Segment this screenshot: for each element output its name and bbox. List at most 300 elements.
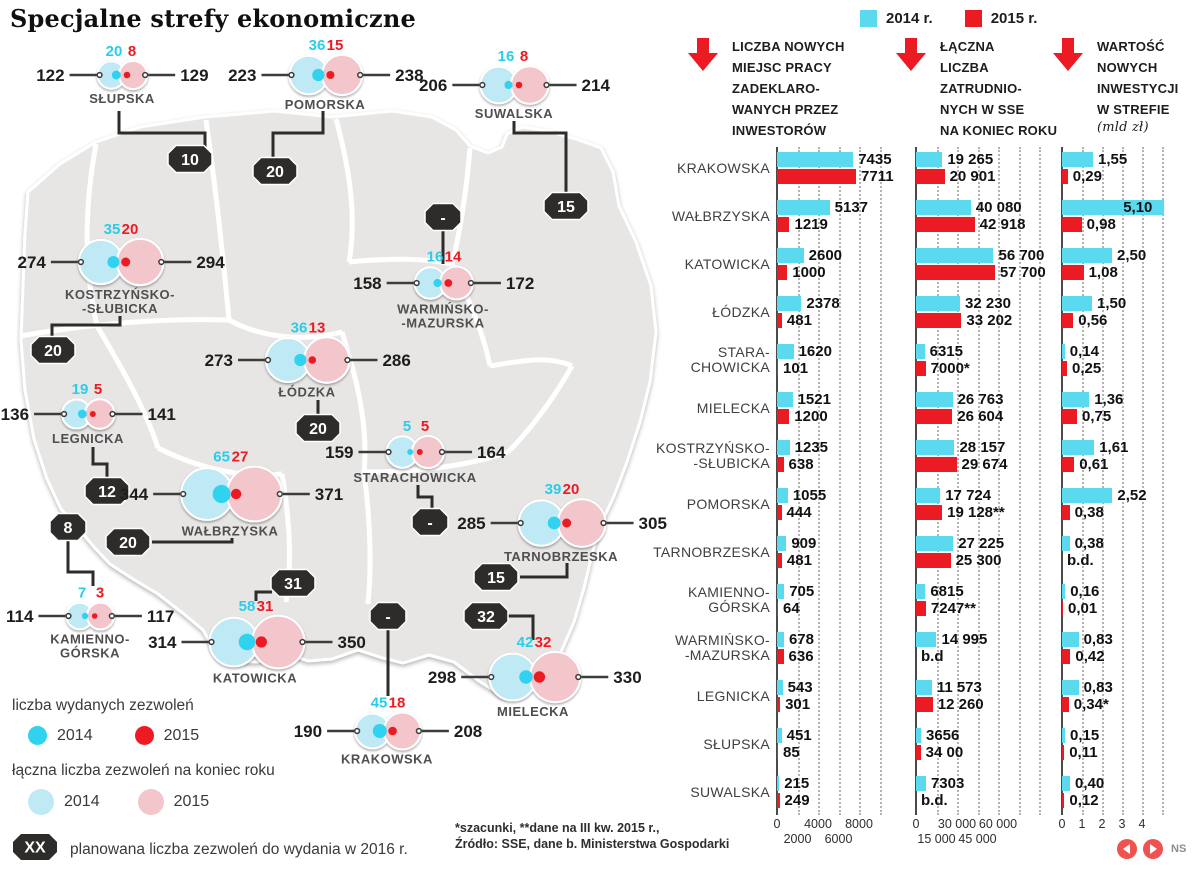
issued-2015-dot (417, 449, 423, 455)
bar-value-label: 64 (783, 600, 800, 617)
bar-2015 (1062, 745, 1064, 760)
bar-value-label: 543 (787, 679, 813, 696)
svg-text:32: 32 (477, 609, 495, 626)
legend-2015-label: 2015 r. (990, 10, 1038, 27)
bar-value-label: 0,11 (1069, 744, 1098, 761)
issued-2015-value: 20 (121, 220, 139, 238)
svg-text:8: 8 (63, 520, 73, 537)
zone-name: KRAKOWSKA (341, 751, 433, 767)
bar-2014 (1062, 488, 1112, 503)
issued-2014-dot (373, 724, 387, 738)
bar-2015 (777, 745, 778, 760)
bar-value-label: 57 700 (999, 264, 1046, 281)
bar-value-label: 444 (786, 504, 812, 521)
bar-2015 (916, 169, 945, 184)
bar-value-label: 2,50 (1117, 247, 1147, 264)
bar-2014 (777, 296, 801, 311)
bar-2014 (777, 632, 784, 647)
bar-2015 (1062, 697, 1069, 712)
chart-row-label: KOSTRZYŃSKO- -SŁUBICKA (655, 440, 770, 471)
svg-text:10: 10 (181, 152, 199, 169)
bar-value-label: 0,61 (1079, 456, 1109, 473)
bar-value-label: 85 (783, 744, 800, 761)
axis-tick-label: 0 (773, 817, 781, 831)
bar-value-label: 28 157 (959, 439, 1006, 456)
chart-row-label: SUWALSKA (690, 784, 770, 800)
issued-2014-dot (433, 279, 441, 287)
bar-2014 (1062, 776, 1070, 791)
bar-2015 (916, 601, 926, 616)
zone-marker (294, 695, 483, 767)
planned-badge (544, 193, 588, 220)
zone-name: WARMIŃSKO- (397, 301, 489, 317)
bar-2014 (777, 344, 794, 359)
zone-name: KAMIENNO- (50, 631, 130, 647)
bar-value-label: 1235 (794, 439, 829, 456)
axis-tick-label: 15 000 (917, 832, 956, 846)
bar-value-label: 12 260 (937, 696, 984, 713)
bar-2015 (777, 505, 782, 520)
chart-row-label: ŁÓDZKA (712, 304, 770, 320)
bar-2014 (916, 680, 932, 695)
bar-2015 (777, 265, 787, 280)
planned-badge (464, 603, 508, 630)
issued-2014-dot (213, 485, 231, 503)
total-2015-value: 350 (337, 633, 366, 652)
bar-value-label: 636 (788, 648, 814, 665)
total-2015-year: 2015 (173, 793, 210, 810)
bar-value-label: 1000 (792, 264, 826, 281)
bar-value-label: 40 080 (975, 199, 1022, 216)
chart-row-label: TARNOBRZESKA (653, 544, 770, 560)
issued-2015-dot (534, 671, 545, 682)
bar-value-label: 1,50 (1097, 295, 1127, 312)
issued-2014-dot (112, 71, 121, 80)
issued-2015-value: 5 (93, 381, 103, 399)
bar-value-label: 1,36 (1094, 391, 1124, 408)
issued-2015-dot (308, 356, 316, 364)
total-2015-value: 117 (146, 607, 175, 626)
bar-2014 (916, 536, 953, 551)
bar-value-label: 1219 (794, 216, 828, 233)
bar-2015 (916, 505, 942, 520)
planned-badge (168, 146, 212, 173)
map-legend-total-row (28, 789, 209, 815)
issued-2014-dot (78, 410, 87, 419)
bar-value-label: 0,01 (1068, 600, 1098, 617)
bar-value-label: 0,98 (1086, 216, 1116, 233)
bar-value-label: 0,38 (1074, 504, 1104, 521)
planned-badge (253, 158, 297, 185)
svg-text:15: 15 (557, 199, 575, 216)
bar-value-label: 0,83 (1083, 679, 1113, 696)
axis-tick-label: 6000 (824, 832, 853, 846)
bar-2014 (916, 632, 936, 647)
issued-2014-value: 35 (103, 220, 121, 238)
total-2014-value: 314 (148, 633, 177, 652)
svg-text:15: 15 (487, 570, 505, 587)
bar-value-label: 2,52 (1117, 487, 1147, 504)
total-2014-value: 285 (457, 514, 486, 533)
bar-2015 (777, 409, 789, 424)
bar-value-label: 14 995 (941, 631, 988, 648)
issued-2015-dot (388, 727, 397, 736)
bar-2015 (777, 361, 778, 376)
bar-2015 (916, 313, 961, 328)
bar-value-label: 6815 (930, 583, 964, 600)
bar-2014 (1062, 536, 1070, 551)
bar-value-label: 1200 (794, 408, 828, 425)
bar-2014 (916, 200, 971, 215)
zone-marker (419, 48, 610, 121)
bar-2014 (1062, 344, 1065, 359)
issued-2015-value: 8 (127, 42, 137, 60)
bar-2015 (916, 745, 921, 760)
bar-value-label: 215 (784, 775, 810, 792)
issued-2015-value: 20 (562, 481, 580, 499)
bar-2014 (916, 152, 942, 167)
issued-2015-value: 8 (519, 48, 529, 66)
bar-value-label: 1,55 (1098, 151, 1128, 168)
bar-2014 (916, 488, 940, 503)
bar-2015 (777, 601, 778, 616)
next-button-icon[interactable] (1142, 838, 1164, 860)
bar-2014 (1062, 632, 1079, 647)
bar-value-label: 29 674 (961, 456, 1008, 473)
zone-name: TARNOBRZESKA (503, 548, 619, 564)
bar-value-label: b.d. (921, 792, 948, 809)
bar-value-label: 25 300 (955, 552, 1002, 569)
total-2015-value: 330 (613, 668, 642, 687)
bar-value-label: 0,38 (1074, 535, 1104, 552)
bar-value-label: 638 (788, 456, 814, 473)
bar-value-label: 705 (789, 583, 815, 600)
bar-value-label: 0,25 (1072, 360, 1102, 377)
axis-tick-label: 45 000 (958, 832, 997, 846)
axis-tick-label: 8000 (845, 817, 873, 831)
bar-value-label: 7711 (861, 168, 894, 185)
total-2015-value: 305 (638, 514, 667, 533)
issued-2015-dot (92, 613, 98, 619)
issued-2014-dot (407, 449, 413, 455)
bar-2014 (777, 440, 790, 455)
issued-2015-dot (256, 636, 267, 647)
planned-badge (370, 603, 406, 630)
bar-2015 (777, 553, 782, 568)
svg-text:-: - (385, 609, 391, 626)
issued-2015-dot (121, 258, 130, 267)
credit-text: NS (1171, 843, 1187, 855)
bar-value-label: 0,34* (1073, 696, 1109, 713)
issued-2014-value: 36 (290, 319, 308, 337)
zone-name: STARACHOWICKA (353, 470, 477, 486)
bar-2015 (777, 313, 782, 328)
bar-2014 (916, 584, 925, 599)
chart-legend (860, 10, 1037, 27)
chart-row-label: KATOWICKA (684, 256, 770, 272)
total-2014-value: 206 (418, 76, 448, 95)
map-legend-issued-label: liczba wydanych zezwoleń (12, 697, 194, 714)
total-2015-value: 208 (453, 722, 483, 741)
issued-2014-value: 42 (516, 633, 534, 651)
planned-badge (296, 415, 340, 442)
chart-header-2: ŁĄCZNA LICZBA ZATRUDNIO- NYCH W SSE NA KONIEC ROKU (896, 36, 1081, 141)
bar-value-label: 2600 (808, 247, 843, 264)
issued-2014-year: 2014 (57, 726, 93, 744)
bar-2015 (1062, 217, 1082, 232)
bar-value-label: 1055 (792, 487, 827, 504)
bar-value-label: 1620 (798, 343, 832, 360)
bar-value-label: 3656 (925, 727, 960, 744)
axis-tick-label: 1 (1078, 817, 1086, 831)
chart-header-1: LICZBA NOWYCH MIEJSC PRACY ZADEKLARO- WANYCH PRZEZ INWESTORÓW (688, 36, 873, 141)
total-2015-value: 172 (505, 274, 535, 293)
bar-value-label: 7435 (858, 151, 892, 168)
total-2014-value: 159 (325, 443, 354, 462)
total-2015-dot (138, 789, 164, 815)
bar-value-label: 909 (791, 535, 817, 552)
issued-2014-value: 65 (213, 448, 230, 466)
footnote-line-1: *szacunki, **dane na III kw. 2015 r., (455, 821, 660, 835)
issued-2014-value: 45 (370, 694, 388, 712)
bar-value-label: 1,61 (1099, 439, 1129, 456)
planned-badge (474, 564, 518, 591)
svg-text:20: 20 (119, 535, 137, 552)
bar-value-label: 26 763 (957, 391, 1004, 408)
bar-value-label: 2378 (806, 295, 840, 312)
issued-2014-value: 19 (71, 381, 89, 399)
zone-name: -SŁUBICKA (82, 301, 158, 317)
footnote (455, 820, 729, 852)
total-2015-value: 164 (477, 443, 506, 462)
svg-text:-: - (440, 210, 446, 227)
issued-2015-value: 14 (444, 248, 462, 266)
issued-2014-value: 20 (105, 42, 123, 60)
issued-2015-dot (231, 489, 241, 499)
issued-2014-dot (239, 634, 256, 651)
zone-name: MIELECKA (497, 704, 569, 720)
bar-value-label: 56 700 (998, 247, 1045, 264)
total-2015-value: 294 (196, 253, 225, 272)
map-legend-total-label: łączna liczba zezwoleń na koniec roku (12, 762, 275, 779)
bar-value-label: 1521 (797, 391, 831, 408)
bar-value-label: 34 00 (925, 744, 964, 761)
bar-2014 (777, 680, 783, 695)
legend-2014-label: 2014 r. (886, 10, 933, 27)
issued-2015-value: 31 (256, 597, 274, 615)
issued-2014-dot (312, 69, 324, 81)
bar-2015 (1062, 601, 1063, 616)
zone-name: GÓRSKA (59, 645, 121, 661)
axis-tick-label: 0 (912, 817, 920, 831)
bar-2014 (777, 248, 804, 263)
bar-2014 (916, 392, 953, 407)
planned-badge (271, 570, 315, 597)
svg-text:-: - (427, 515, 433, 532)
bar-2015 (1062, 409, 1077, 424)
bar-2015 (1062, 793, 1064, 808)
bar-value-label: 26 604 (957, 408, 1004, 425)
bar-2014 (1062, 296, 1092, 311)
zone-name: ŁÓDZKA (278, 384, 336, 400)
bar-2015 (916, 553, 951, 568)
total-2014-value: 273 (204, 351, 233, 370)
bar-value-label: 5137 (834, 199, 869, 216)
chart-gridline (880, 147, 882, 815)
issued-2015-value: 15 (326, 36, 344, 54)
zone-name: SŁUPSKA (89, 91, 155, 107)
total-2014-value: 190 (293, 722, 323, 741)
bar-2015 (777, 697, 780, 712)
bar-2014 (777, 488, 788, 503)
bar-value-label: 0,75 (1082, 408, 1112, 425)
planned-badge (50, 514, 86, 541)
axis-tick-label: 60 000 (978, 817, 1018, 831)
chart-row-label: STARA- CHOWICKA (690, 344, 770, 375)
issued-2015-value: 3 (95, 584, 105, 602)
bar-2015 (777, 457, 784, 472)
svg-text:20: 20 (44, 343, 62, 360)
bar-2015 (916, 409, 952, 424)
planned-label: planowana liczba zezwoleń do wydania w 2016 r. (70, 840, 408, 858)
bar-2015 (916, 697, 933, 712)
bar-2014 (1062, 392, 1089, 407)
axis-tick-label: 4000 (804, 817, 832, 831)
bar-2015 (916, 217, 975, 232)
chart-row-label: MIELECKA (696, 400, 770, 416)
bar-value-label: 678 (788, 631, 814, 648)
bar-2015 (916, 265, 995, 280)
bar-2014 (1062, 440, 1094, 455)
issued-2014-dot (294, 354, 306, 366)
bar-2014 (1062, 728, 1065, 743)
total-2014-value: 136 (0, 405, 30, 424)
issued-2014-value: 5 (402, 417, 412, 435)
bar-value-label: 0,29 (1072, 168, 1102, 185)
chart-gridline (1162, 147, 1164, 815)
zone-name: -MAZURSKA (401, 315, 485, 331)
bar-2014 (777, 392, 793, 407)
total-2015-value: 238 (395, 66, 424, 85)
total-2015-value: 214 (581, 76, 610, 95)
total-2014-value: 122 (36, 66, 65, 85)
bar-value-label: 7247** (930, 600, 976, 617)
bar-2014 (916, 728, 921, 743)
issued-2014-value: 36 (308, 36, 326, 54)
total-2015-value: 371 (314, 485, 344, 504)
chart-row-label: POMORSKA (686, 496, 770, 512)
chart-row-label: KRAKOWSKA (677, 160, 770, 176)
bar-value-label: 5,10 (1123, 199, 1153, 216)
down-arrow-icon (896, 38, 926, 71)
bar-value-label: 6315 (929, 343, 963, 360)
issued-2015-dot (135, 726, 154, 745)
total-2014-value: 274 (17, 253, 46, 272)
planned-badge (106, 529, 150, 556)
zone-marker (228, 37, 423, 112)
planned-badge (31, 337, 75, 364)
chart-header-3: WARTOŚĆ NOWYCH INWESTYCJI W STREFIE (mld zł) (1053, 36, 1200, 135)
bar-value-label: 0,14 (1069, 343, 1099, 360)
zone-name: POMORSKA (284, 97, 366, 113)
bar-value-label: 0,83 (1083, 631, 1113, 648)
total-2014-value: 114 (6, 607, 34, 626)
bar-value-label: 0,16 (1070, 583, 1100, 600)
planned-count-badge (12, 833, 58, 866)
axis-tick-label: 4 (1138, 817, 1146, 831)
axis-tick-label: 3 (1118, 817, 1126, 831)
bar-2014 (777, 728, 782, 743)
bar-value-label: 301 (785, 696, 811, 713)
issued-2015-dot (90, 411, 96, 417)
issued-2014-value: 16 (497, 48, 515, 66)
bar-value-label: 0,15 (1070, 727, 1100, 744)
footnote-line-2: Źródło: SSE, dane b. Ministerstwa Gospodarki (455, 837, 730, 851)
bar-value-label: 481 (786, 552, 812, 569)
bar-value-label: b.d (921, 648, 944, 665)
bar-2014 (916, 248, 993, 263)
issued-2014-dot (548, 517, 561, 530)
bar-2015 (777, 793, 780, 808)
legend-2015-swatch (965, 10, 982, 27)
bar-value-label: 19 128** (947, 504, 1005, 521)
bar-2014 (916, 440, 954, 455)
issued-2014-value: 16 (426, 248, 444, 266)
svg-text:31: 31 (284, 576, 302, 593)
bar-2015 (1062, 313, 1073, 328)
issued-2014-value: 58 (238, 597, 256, 615)
bar-value-label: 19 265 (947, 151, 994, 168)
issued-2015-dot (562, 519, 571, 528)
chart-gridline (859, 147, 861, 815)
issued-2014-dot (504, 81, 512, 89)
issued-2015-value: 13 (308, 319, 326, 337)
issued-2014-dot (28, 726, 47, 745)
chart-row-label: KAMIENNO- GÓRSKA (687, 584, 770, 615)
map-legend-planned-row (12, 833, 408, 866)
axis-tick-label: 2000 (783, 832, 812, 846)
issued-2014-dot (107, 256, 119, 268)
bar-2015 (916, 457, 957, 472)
issued-2014-dot (82, 613, 88, 619)
zone-marker (36, 43, 208, 106)
svg-text:20: 20 (309, 421, 327, 438)
bar-2015 (1062, 649, 1070, 664)
issued-2015-value: 32 (534, 633, 552, 651)
bar-2015 (916, 361, 926, 376)
chart-row-label: SŁUPSKA (703, 736, 770, 752)
bar-2014 (1062, 584, 1065, 599)
bar-value-label: 101 (783, 360, 809, 377)
issued-2015-dot (326, 71, 334, 79)
down-arrow-icon (1053, 38, 1083, 71)
bar-2014 (777, 200, 830, 215)
bar-2014 (916, 344, 925, 359)
bar-value-label: 7000* (930, 360, 970, 377)
prev-button-icon[interactable] (1116, 838, 1138, 860)
zone-name: KOSTRZYŃSKO- (65, 287, 175, 303)
bar-value-label: b.d. (1067, 552, 1094, 569)
planned-badge (425, 204, 461, 231)
total-2014-value: 298 (427, 668, 457, 687)
bar-2015 (777, 649, 784, 664)
bar-value-label: 17 724 (945, 487, 992, 504)
map-legend-issued-row (28, 726, 199, 745)
xx-badge-icon (12, 833, 58, 861)
bar-2015 (1062, 505, 1070, 520)
total-2015-value: 141 (147, 405, 176, 424)
axis-tick-label: 30 000 (937, 817, 977, 831)
